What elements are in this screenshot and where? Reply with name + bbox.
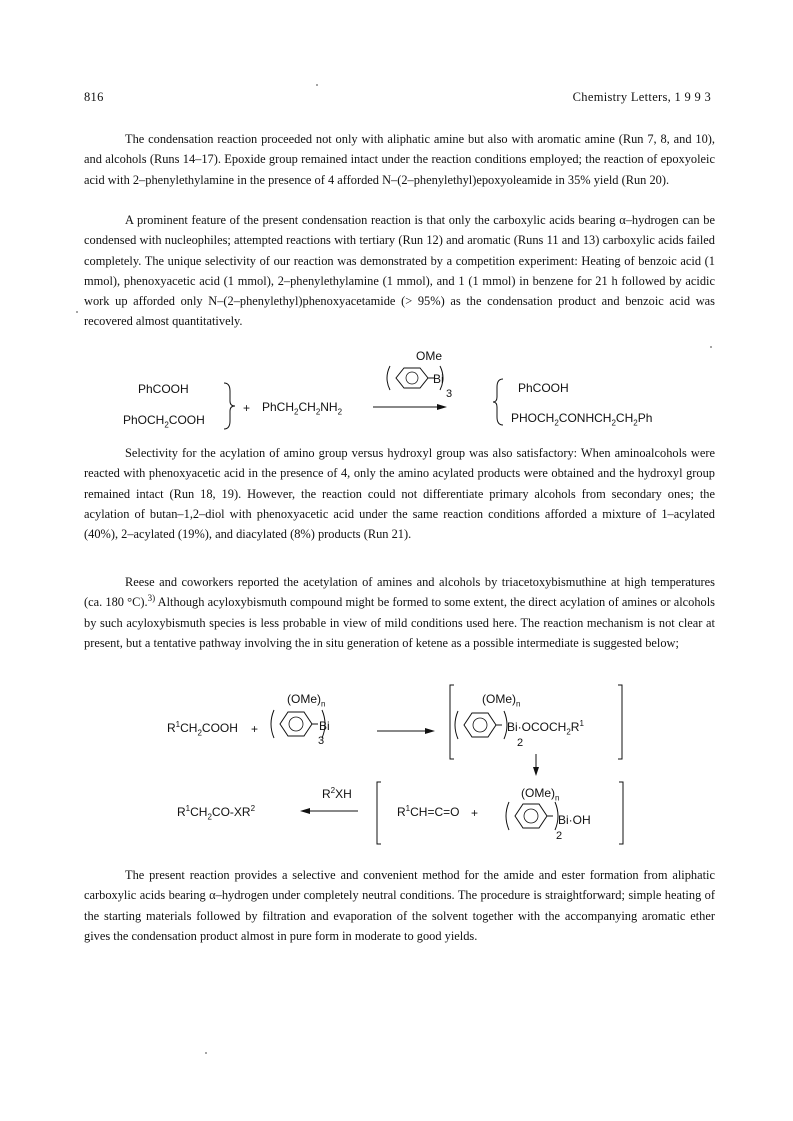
paragraph-3: Selectivity for the acylation of amino group versus hydroxyl group was also satisfactory: When aminoalcohols were reacted with phenoxyacetic acid in the presence of 4, only the amino acylated products were obtained and the hydroxyl group remained intact (Run 18, 19). However, the reaction could not differentiate primary alcohols from secondary ones; the acylation of butan–1,2–diol with phenoxyacetic acid under the same reaction conditions afforded a mixture of 1–acylated (40%), 2–acylated (19%), and diacylated (8%) products (Run 21). xyxy=(84,446,715,542)
reagent-count: 3 xyxy=(446,388,453,400)
nucleophile-label: $R^2XH$ xyxy=(322,786,352,801)
down-arrow xyxy=(531,754,541,776)
product-amide: $PHOCH_2CONHCH_2CH_2Ph$ xyxy=(511,411,653,428)
page-number: 816 xyxy=(84,90,104,104)
byproduct-ome-label: $(OMe)_n$ xyxy=(521,786,560,803)
intermediate-acyloxy: $Bi\cdot OCOCH_2R^1$ xyxy=(507,719,584,737)
paragraph-1: The condensation reaction proceeded not only with aliphatic amine but also with aromatic amine (Run 7, 8, and 10), and alcohols (Runs 14–17). Epoxide group remained intact under the reaction conditions employed; the reaction of epoxyoleic acid with 2–phenylethylamine in the presence of 4 afforded N–(2–phenylethyl)epoxyoleamide in 35% yield (Run 20). xyxy=(84,132,715,187)
ester-amide-product: $R^1CH_2CO-XR^2$ xyxy=(177,804,256,822)
amine-reagent: $PhCH_2CH_2NH_2$ xyxy=(262,400,343,417)
carboxylic-acid: $R^1CH_2COOH$ xyxy=(167,720,238,738)
plus-sign: + xyxy=(243,401,251,415)
left-brace xyxy=(222,381,242,431)
ketene: $R^1CH=C=O$ xyxy=(397,804,460,819)
product-benzoic-acid: PhCOOH xyxy=(518,381,569,395)
bi-label: Bi xyxy=(433,372,444,386)
paragraph-5: The present reaction provides a selective and convenient method for the amide and ester formation from aliphatic carboxylic acids bearing α–hydrogen under completely neutral conditions. The procedure is straightforward; simple heating of the starting materials followed by filtration and evaporation of the solvent together with the accompanying aromatic ether gives the condensation product almost in pure form in moderate to good yields. xyxy=(84,868,715,943)
scan-speck xyxy=(76,311,78,313)
plus-sign-2: + xyxy=(251,722,259,736)
paragraph-2: A prominent feature of the present condensation reaction is that only the carboxylic acids bearing α–hydrogen can be condensed with nucleophiles; attempted reactions with tertiary (Run 12) and aromatic (Runs 11 and 13) carboxylic acids failed completely. The unique selectivity of our reaction was demonstrated by a competition experiment: Heating of benzoic acid (1 mmol), phenoxyacetic acid (1 mmol), 2–phenylethylamine (1 mmol), and 1 (1 mmol) in benzene for 21 h followed by acidic work up afforded only N–(2–phenylethyl)phenoxyacetamide (> 95%) as the condensation product and benzoic acid was recovered almost quantitatively. xyxy=(84,213,715,329)
reaction-arrow xyxy=(373,402,448,412)
reaction-arrow-3 xyxy=(300,806,360,816)
scan-speck xyxy=(710,346,712,348)
intermediate-count: 2 xyxy=(517,737,524,749)
scan-speck xyxy=(316,84,318,86)
scan-speck xyxy=(205,1052,207,1054)
ome-label: OMe xyxy=(416,349,443,363)
reactant-benzoic-acid: PhCOOH xyxy=(138,382,189,396)
byproduct-count: 2 xyxy=(556,830,563,842)
intermediate-ome-label: $(OMe)_n$ xyxy=(482,692,521,709)
paragraph-4: Reese and coworkers reported the acetylation of amines and alcohols by triacetoxybismuthine at high temperatures (ca. 180 °C).$^{3)}$ Although acyloxybismuth compound might be formed to some extent, the direct acylation of amines or alcohols by such acyloxybismuth species is less probable in view of mild conditions used here. The reaction mechanism is not clear at present, but a tentative pathway involving the in situ generation of ketene as a possible intermediate is suggested below; xyxy=(84,575,715,650)
reagent-ome-label: $(OMe)_n$ xyxy=(287,692,326,709)
plus-sign-3: + xyxy=(471,806,479,820)
reactant-phenoxyacetic-acid: PhOCH$_2$COOH xyxy=(123,413,205,430)
reaction-arrow-2 xyxy=(377,726,437,736)
reference-3: 3) xyxy=(147,593,156,604)
reagent-count-2: 3 xyxy=(318,735,325,747)
reagent-bi-label: Bi xyxy=(319,719,330,733)
journal-header: Chemistry Letters, 1 9 9 3 xyxy=(572,90,711,104)
right-brace xyxy=(493,377,505,427)
byproduct-bi-oh: Bi·OH xyxy=(558,813,591,827)
